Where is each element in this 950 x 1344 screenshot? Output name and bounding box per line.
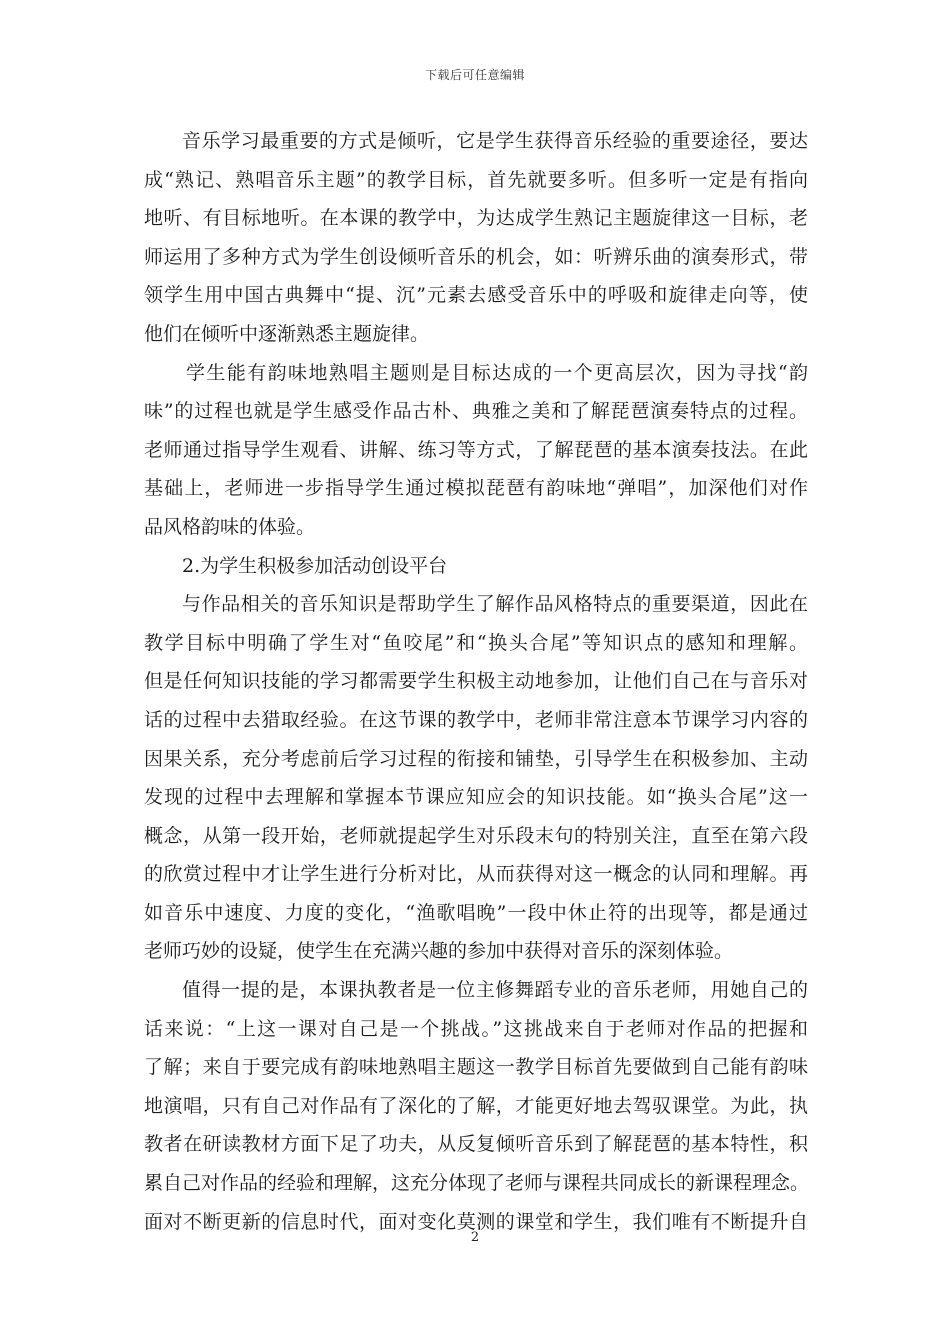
document-body — [144, 122, 808, 1241]
paragraph-1-line-1: 音乐学习最重要的方式是倾听，它是学生获得音乐经验的重要途径，要达 — [182, 130, 808, 152]
paragraph-1-line-2: 成“熟记、熟唱音乐主题”的教学目标，首先就要多听。但多听一定是有指向 — [144, 168, 808, 191]
paragraph-3-line-1: 与作品相关的音乐知识是帮助学生了解作品风格特点的重要渠道，因此在 — [182, 593, 808, 616]
paragraph-2-line-3: 老师通过指导学生观看、讲解、练习等方式，了解琵琶的基本演奏技法。在此 — [144, 438, 808, 461]
paragraph-4-line-4: 地演唱，只有自己对作品有了深化的了解，才能更好地去驾驭课堂。为此，执 — [144, 1094, 808, 1117]
page-number: 2 — [470, 1230, 480, 1245]
paragraph-2-line-2: 味”的过程也就是学生感受作品古朴、典雅之美和了解琵琶演奏特点的过程。 — [144, 400, 808, 423]
paragraph-3-line-10: 老师巧妙的设疑，使学生在充满兴趣的参加中获得对音乐的深刻体验。 — [144, 940, 734, 963]
paragraph-1-line-5: 领学生用中国古典舞中“提、沉”元素去感受音乐中的呼吸和旋律走向等，使 — [144, 284, 808, 307]
page-header: 下载后可任意编辑 — [424, 68, 525, 82]
paragraph-1-line-6: 他们在倾听中逐渐熟悉主题旋律。 — [144, 322, 430, 345]
paragraph-2-line-1: 学生能有韵味地熟唱主题则是目标达成的一个更高层次，因为寻找“韵 — [186, 361, 808, 384]
paragraph-3-line-4: 话的过程中去猎取经验。在这节课的教学中，老师非常注意本节课学习内容的 — [144, 708, 808, 731]
paragraph-2-line-5: 品风格韵味的体验。 — [144, 515, 316, 538]
paragraph-4-line-6: 累自己对作品的经验和理解，这充分体现了老师与课程共同成长的新课程理念。 — [144, 1172, 810, 1195]
paragraph-2-line-4: 基础上，老师进一步指导学生通过模拟琵琶有韵味地“弹唱”，加深他们对作 — [144, 477, 808, 500]
paragraph-3-line-5: 因果关系，充分考虑前后学习过程的衔接和铺垫，引导学生在积极参加、主动 — [144, 747, 808, 770]
paragraph-4-line-1: 值得一提的是，本课执教者是一位主修舞蹈专业的音乐老师，用她自己的 — [182, 979, 808, 1002]
section-heading: 2.为学生积极参加活动创设平台 — [182, 554, 448, 577]
paragraph-4-line-2: 话来说：“上这一课对自己是一个挑战。”这挑战来自于老师对作品的把握和 — [144, 1017, 808, 1040]
paragraph-3-line-6: 发现的过程中去理解和掌握本节课应知应会的知识技能。如“换头合尾”这一 — [144, 786, 808, 809]
paragraph-3-line-7: 概念，从第一段开始，老师就提起学生对乐段末句的特别关注，直至在第六段 — [144, 824, 808, 847]
paragraph-1-line-3: 地听、有目标地听。在本课的教学中，为达成学生熟记主题旋律这一目标，老 — [144, 207, 808, 230]
paragraph-3-line-9: 如音乐中速度、力度的变化，“渔歌唱晚”一段中休止符的出现等，都是通过 — [144, 901, 808, 924]
paragraph-4-line-5: 教者在研读教材方面下足了功夫，从反复倾听音乐到了解琵琶的基本特性，积 — [144, 1133, 808, 1156]
paragraph-3-line-8: 的欣赏过程中才让学生进行分析对比，从而获得对这一概念的认同和理解。再 — [144, 863, 808, 886]
paragraph-3-line-3: 但是任何知识技能的学习都需要学生积极主动地参加，让他们自己在与音乐对 — [144, 670, 808, 693]
paragraph-4-line-7: 面对不断更新的信息时代，面对变化莫测的课堂和学生，我们唯有不断提升自 — [144, 1210, 808, 1233]
paragraph-3-line-2: 教学目标中明确了学生对“鱼咬尾”和“换头合尾”等知识点的感知和理解。 — [144, 631, 808, 654]
paragraph-1-line-4: 师运用了多种方式为学生创设倾听音乐的机会，如：听辨乐曲的演奏形式，带 — [144, 245, 808, 268]
paragraph-4-line-3: 了解；来自于要完成有韵味地熟唱主题这一教学目标首先要做到自己能有韵味 — [144, 1056, 808, 1079]
